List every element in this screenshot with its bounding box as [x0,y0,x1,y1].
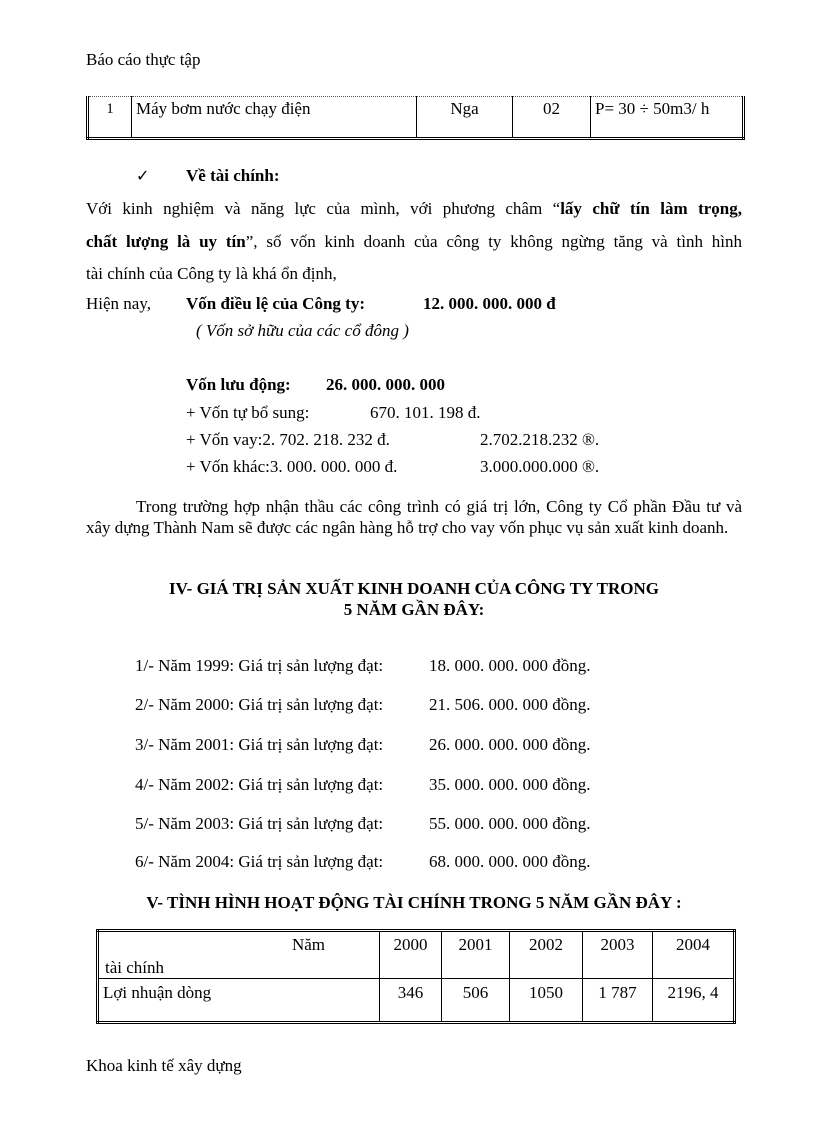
corner-top-label: Năm [291,935,325,954]
checkmark-icon: ✓ [136,166,150,185]
charter-note: ( Vốn sở hữu của các cổ đông ) [196,321,409,340]
table-row [88,97,744,139]
loan-capital-label: + Vốn vay:2. 702. 218. 232 đ. [186,430,390,449]
table-row [98,979,735,1023]
table-row [98,931,735,979]
equipment-no: 1 [88,97,132,139]
list-item-label: 6/- Năm 2004: Giá trị sản lượng đạt: [135,852,384,871]
bank-paragraph: Trong trường hợp nhận thầu các công trình có giá trị lớn, Công ty Cổ phần Đầu tư và xây dựng Thành Nam sẽ được các ngân hàng hỗ trợ cho vay vốn phục vụ sản xuất kinh doanh. [86,497,742,537]
list-item-value: 18. 000. 000. 000 đồng. [429,656,591,675]
intro-bold-1: lấy chữ tín làm trọng, [560,199,743,218]
table-cell: 1 787 [583,979,653,1023]
equipment-qty: 02 [513,97,591,139]
section-iv-title [86,578,742,620]
charter-label: Vốn điều lệ của Công ty: [186,294,365,313]
page-header: Báo cáo thực tập [86,50,201,69]
list-item-label: 3/- Năm 2001: Giá trị sản lượng đạt: [135,735,384,754]
working-capital-value: 26. 000. 000. 000 [326,375,445,394]
list-item-label: 5/- Năm 2003: Giá trị sản lượng đạt: [135,814,384,833]
list-item-value: 26. 000. 000. 000 đồng. [429,735,591,754]
intro-text-2: ”, số vốn kinh doanh của công ty không ngừng tăng và tình hình [245,231,742,251]
section-v-title: V- TÌNH HÌNH HOẠT ĐỘNG TÀI CHÍNH TRONG 5 NĂM GẦN ĐÂY : [146,893,682,912]
intro-text-1: Với kinh nghiệm và năng lực của mình, với phương châm “ [86,199,561,218]
now-label: Hiện nay, [86,294,151,313]
year-header: 2003 [583,931,653,979]
list-item-value: 35. 000. 000. 000 đồng. [429,775,591,794]
finance-title: Về tài chính: [186,166,280,185]
charter-value: 12. 000. 000. 000 đ [423,294,556,313]
other-capital-value: 3.000.000.000 ®. [480,457,600,476]
year-header: 2004 [653,931,735,979]
section-iv-title-line1: IV- GIÁ TRỊ SẢN XUẤT KINH DOANH CỦA CÔNG TY TRONG [169,579,659,598]
equipment-spec: P= 30 ÷ 50m3/ h [591,97,744,139]
year-header: 2000 [380,931,442,979]
loan-capital-value: 2.702.218.232 ®. [480,430,600,449]
intro-bold-2: chất lượng là uy tín [86,231,246,251]
table-cell: 2196, 4 [653,979,735,1023]
list-item-label: 2/- Năm 2000: Giá trị sản lượng đạt: [135,695,384,714]
year-header: 2001 [442,931,510,979]
equipment-origin: Nga [417,97,513,139]
table-corner-cell [98,931,380,979]
list-item-label: 1/- Năm 1999: Giá trị sản lượng đạt: [135,656,384,675]
self-capital-label: + Vốn tự bổ sung: [186,403,310,422]
other-capital-label: + Vốn khác:3. 000. 000. 000 đ. [186,457,398,476]
list-item-value: 21. 506. 000. 000 đồng. [429,695,591,714]
corner-bottom-label: tài chính [105,958,165,977]
page-footer: Khoa kinh tế xây dựng [86,1056,242,1075]
table-cell: 506 [442,979,510,1023]
equipment-name: Máy bơm nước chạy điện [132,97,417,139]
row-label: Lợi nhuận dòng [98,979,380,1023]
self-capital-value: 670. 101. 198 đ. [370,403,481,422]
list-item-label: 4/- Năm 2002: Giá trị sản lượng đạt: [135,775,384,794]
working-capital-label: Vốn lưu động: [186,375,291,394]
intro-text-3: tài chính của Công ty là khá ổn định, [86,264,337,283]
list-item-value: 55. 000. 000. 000 đồng. [429,814,591,833]
section-iv-title-line2: 5 NĂM GẦN ĐÂY: [343,600,485,619]
table-cell: 1050 [510,979,583,1023]
year-header: 2002 [510,931,583,979]
table-cell: 346 [380,979,442,1023]
list-item-value: 68. 000. 000. 000 đồng. [429,852,591,871]
finance-table [96,929,736,1024]
finance-intro [86,193,742,291]
equipment-table [86,96,745,140]
